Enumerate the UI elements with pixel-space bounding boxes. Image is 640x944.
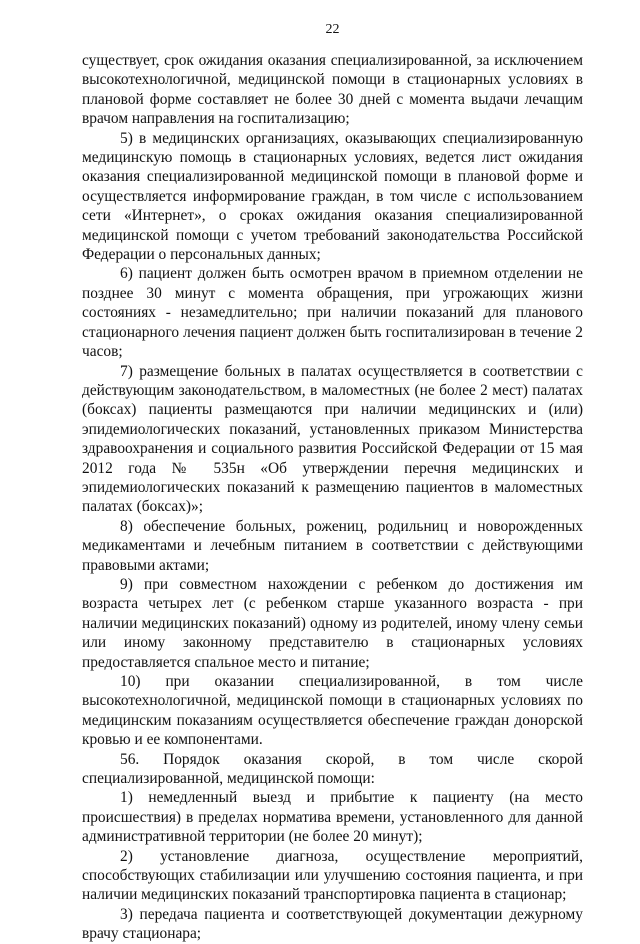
paragraph: существует, срок ожидания оказания специализированной, за исключением высокотехнологичной, медицинской помощи в стационарных условиях в плановой форме составляет не более 30 дней с момента выдачи лечащим врачом направления на госпитализацию; [82,52,583,128]
paragraph: 1) немедленный выезд и прибытие к пациенту (на место происшествия) в пределах норматива времени, установленного для данной административной территории (не более 20 минут); [82,789,583,846]
paragraph: 6) пациент должен быть осмотрен врачом в приемном отделении не позднее 30 минут с момента обращения, при угрожающих жизни состояниях - незамедлительно; при наличии показаний для планового стационарного лечения пациент должен быть госпитализирован в течение 2 часов; [82,265,583,361]
paragraph: 10) при оказании специализированной, в том числе высокотехнологичной, медицинской помощи в стационарных условиях по медицинским показаниям осуществляется обеспечение граждан донорской кровью и ее компонентами. [82,673,583,749]
paragraph: 3) передача пациента и соответствующей документации дежурному врачу стационара; [82,905,583,943]
paragraph: 2) установление диагноза, осуществление мероприятий, способствующих стабилизации или улучшению состояния пациента, и при наличии медицинских показаний транспортировка пациента в стационар; [82,847,583,904]
paragraph: 8) обеспечение больных, рожениц, родильниц и новорожденных медикаментами и лечебным питанием в соответствии с действующими правовыми актами; [82,517,583,574]
paragraph: 9) при совместном нахождении с ребенком до достижения им возраста четырех лет (с ребенком старше указанного возраста - при наличии медицинских показаний) одному из родителей, иному члену семьи или иному законному представителю в стационарных условиях предоставляется спальное место и питание; [82,575,583,671]
paragraph: 7) размещение больных в палатах осуществляется в соответствии с действующим законодательством, в маломестных (не более 2 мест) палатах (боксах) пациенты размещаются при наличии медицинских и (или) эпидемиологических показаний, установленных приказом Министерства здравоохранения и социального развития Российской Федерации от 15 мая 2012 года № 535н «Об утверждении перечня медицинских и эпидемиологических показаний к размещению пациентов в маломестных палатах (боксах)»; [82,362,583,516]
document-body [82,51,583,944]
page-number: 22 [325,22,340,37]
paragraph: 56. Порядок оказания скорой, в том числе скорой специализированной, медицинской помощи: [82,750,583,788]
paragraph: 5) в медицинских организациях, оказывающих специализированную медицинскую помощь в стационарных условиях, ведется лист ожидания оказания специализированной медицинской помощи в плановой форме и осуществляется информирование граждан, в том числе с использованием сети «Интернет», о сроках ожидания оказания специализированной медицинской помощи с учетом требований законодательства Российской Федерации о персональных данных; [82,129,583,264]
